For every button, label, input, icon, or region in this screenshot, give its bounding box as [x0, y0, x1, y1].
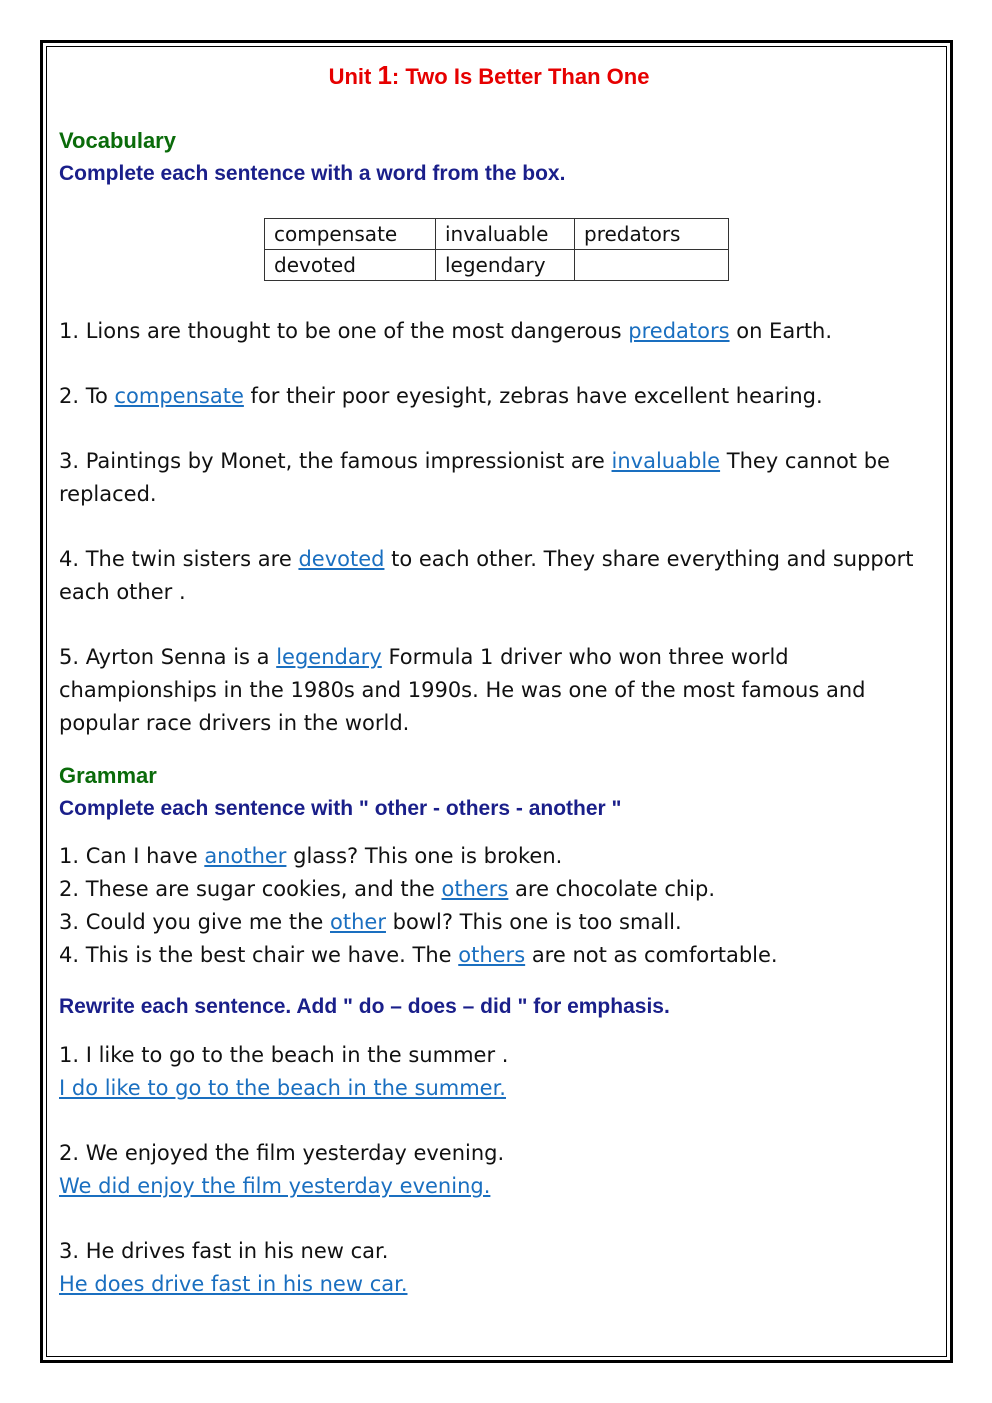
rewrite-answer: We did enjoy the film yesterday evening. [59, 1174, 491, 1198]
grammar-list [59, 840, 919, 972]
vocabulary-instruction: Complete each sentence with a word from the box. [59, 162, 566, 185]
rewrite-item-1 [59, 1039, 919, 1105]
word-cell: legendary [436, 250, 575, 281]
rewrite-instruction: Rewrite each sentence. Add " do – does – did " for emphasis. [59, 995, 670, 1018]
grammar-heading: Grammar [59, 763, 157, 788]
word-cell-empty [575, 250, 729, 281]
answer: devoted [298, 547, 385, 571]
vocab-sentence-4: 4. The twin sisters are devoted to each other. They share everything and support each other . [59, 547, 914, 604]
rewrite-original: 2. We enjoyed the film yesterday evening. [59, 1141, 505, 1165]
vocab-sentence-2: 2. To compensate for their poor eyesight, zebras have excellent hearing. [59, 384, 823, 408]
rewrite-answer: He does drive fast in his new car. [59, 1272, 408, 1296]
vocab-sentence-3: 3. Paintings by Monet, the famous impressionist are invaluable They cannot be replaced. [59, 449, 890, 506]
answer: predators [628, 319, 730, 343]
answer: another [204, 844, 287, 868]
rewrite-original: 3. He drives fast in his new car. [59, 1239, 389, 1263]
vocab-sentence-5: 5. Ayrton Senna is a legendary Formula 1 driver who won three world championships in the 1980s and 1990s. He was one of the most famous and popular race drivers in the world. [59, 645, 866, 735]
vocab-sentence-1: 1. Lions are thought to be one of the most dangerous predators on Earth. [59, 319, 833, 343]
answer: invaluable [611, 449, 721, 473]
answer: others [441, 877, 509, 901]
answer: others [458, 943, 526, 967]
rewrite-answer: I do like to go to the beach in the summer. [59, 1076, 506, 1100]
grammar-sentence-1: 1. Can I have another glass? This one is broken. [59, 844, 563, 868]
grammar-instruction: Complete each sentence with " other - others - another " [59, 797, 622, 820]
vocabulary-heading: Vocabulary [59, 128, 176, 153]
answer: compensate [114, 384, 244, 408]
grammar-sentence-4: 4. This is the best chair we have. The others are not as comfortable. [59, 943, 778, 967]
rewrite-item-3 [59, 1235, 919, 1301]
word-cell: devoted [265, 250, 436, 281]
word-box [264, 218, 729, 281]
answer: legendary [276, 645, 382, 669]
word-cell: predators [575, 219, 729, 250]
worksheet [59, 58, 919, 1301]
rewrite-item-2 [59, 1137, 919, 1203]
word-cell: compensate [265, 219, 436, 250]
grammar-sentence-2: 2. These are sugar cookies, and the others are chocolate chip. [59, 877, 716, 901]
word-cell: invaluable [436, 219, 575, 250]
rewrite-original: 1. I like to go to the beach in the summer . [59, 1043, 509, 1067]
grammar-sentence-3: 3. Could you give me the other bowl? This one is too small. [59, 910, 682, 934]
answer: other [330, 910, 386, 934]
page-title: Unit 1: Two Is Better Than One [328, 60, 650, 90]
